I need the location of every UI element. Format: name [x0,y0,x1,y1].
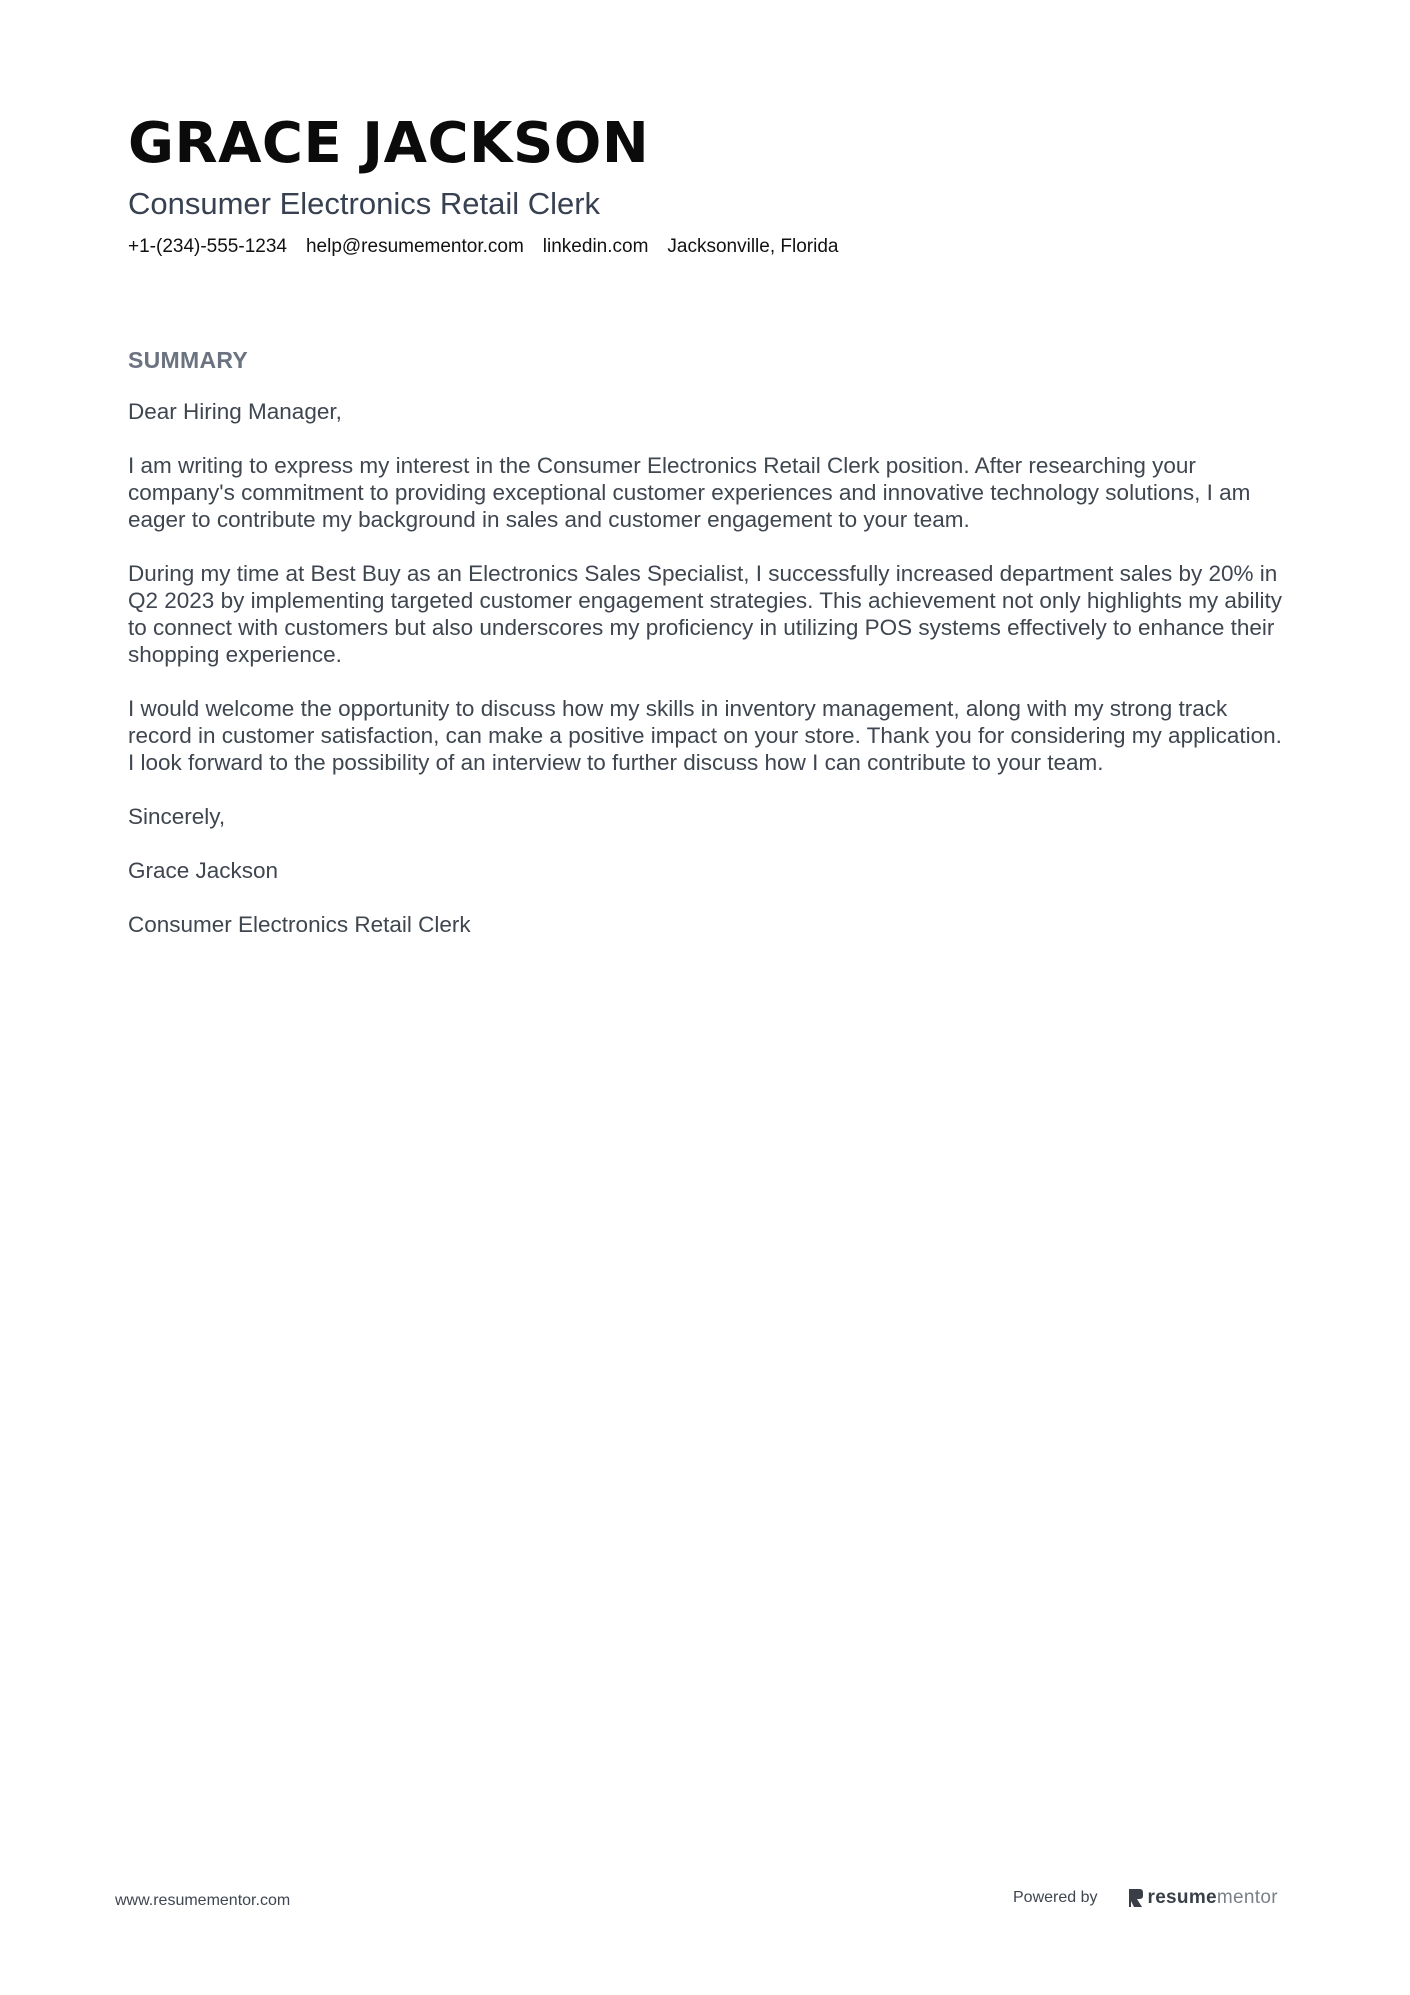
resumementor-logo-icon [1128,1888,1144,1908]
signature-name: Grace Jackson [128,858,279,883]
resumementor-logo[interactable] [1128,1887,1278,1909]
signature-title: Consumer Electronics Retail Clerk [128,912,471,937]
applicant-name: GRACE JACKSON [128,111,650,176]
contact-linkedin: linkedin.com [542,236,649,257]
contact-location: Jacksonville, Florida [667,236,839,257]
resumementor-wordmark [1148,1887,1278,1909]
closing: Sincerely, [128,804,226,829]
letter-paragraph-1: I am writing to express my interest in the Consumer Electronics Retail Clerk position. After researching your company's commitment to providing exceptional customer experiences and innovative technology solutions, I am eager to contribute my background in sales and customer engagement to your team. [128,453,1251,532]
powered-by-label: Powered by [1013,1889,1098,1906]
contact-phone: +1-(234)-555-1234 [128,236,287,257]
brand-part-mentor: mentor [1216,1887,1278,1908]
powered-by [1013,1887,1278,1909]
contact-info [128,234,838,260]
letter-paragraph-2: During my time at Best Buy as an Electronics Sales Specialist, I successfully increased department sales by 20% in Q2 2023 by implementing targeted customer engagement strategies. This achievement not only highlights my ability to connect with customers but also underscores my proficiency in utilizing POS systems effectively to enhance their shopping experience. [128,561,1282,667]
letter-paragraph-3: I would welcome the opportunity to discuss how my skills in inventory management, along with my strong track record in customer satisfaction, can make a positive impact on your store. Thank you for considering my application. I look forward to the possibility of an interview to further discuss how I can contribute to your team. [128,696,1282,775]
letter-body [128,398,1288,965]
footer-website-link[interactable]: www.resumementor.com [115,1892,291,1909]
applicant-role: Consumer Electronics Retail Clerk [128,186,601,221]
summary-heading: SUMMARY [128,347,249,373]
brand-part-resume: resume [1147,1887,1217,1908]
salutation: Dear Hiring Manager, [128,399,342,424]
contact-email: help@resumementor.com [305,236,524,257]
